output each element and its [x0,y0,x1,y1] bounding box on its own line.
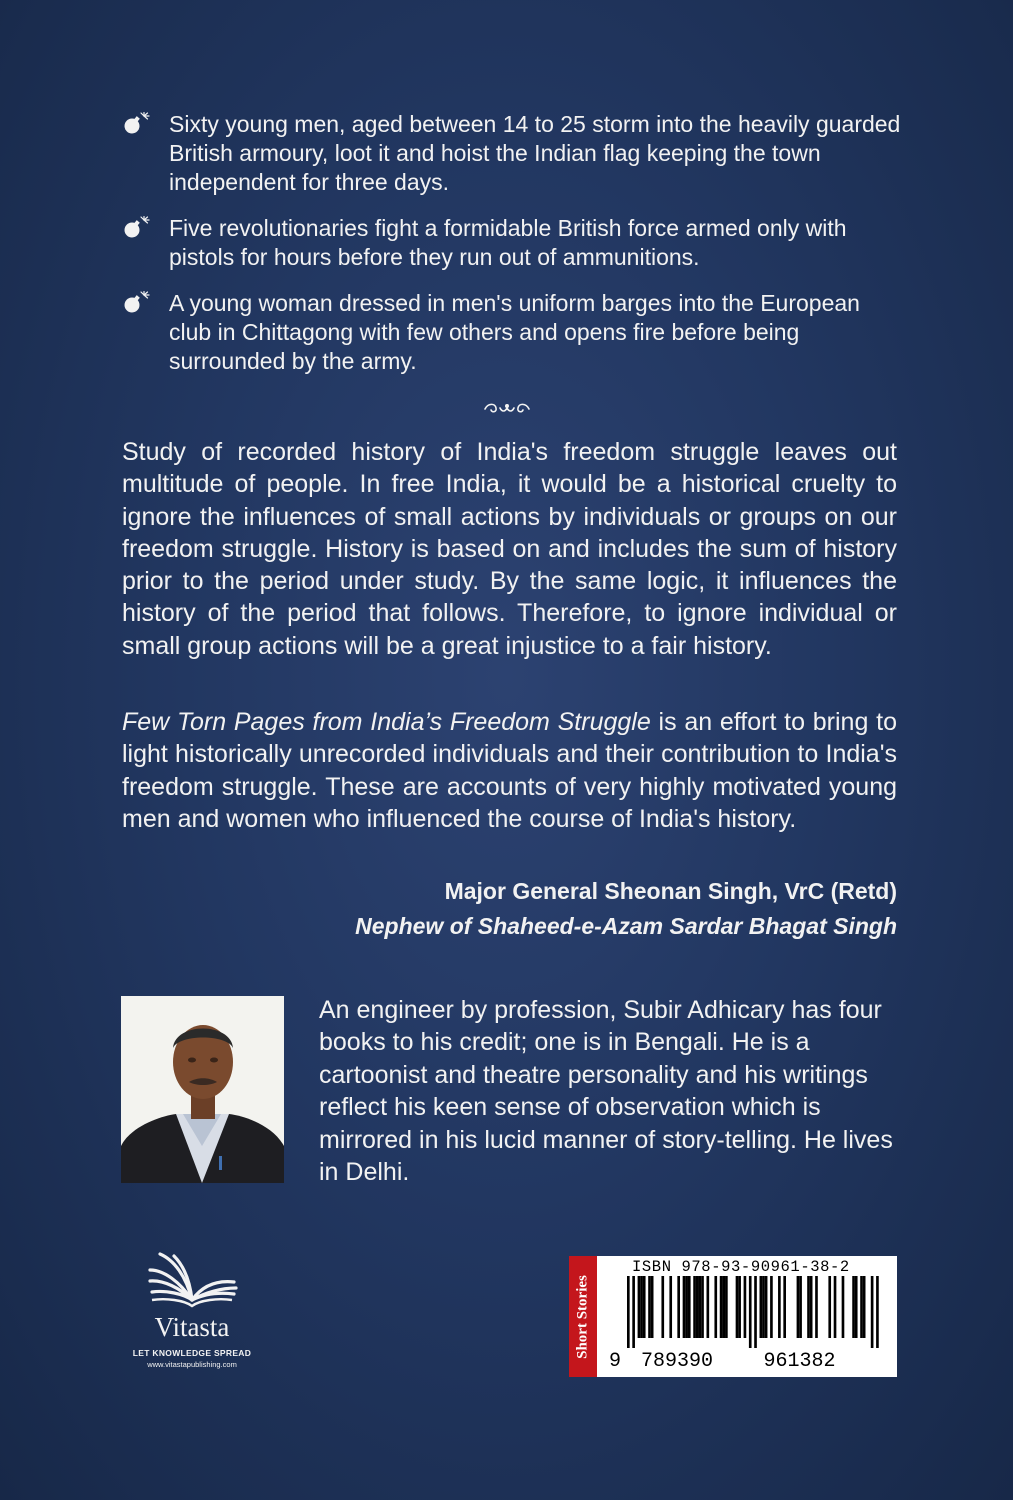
bullet-text: Sixty young men, aged between 14 to 25 storm into the heavily guarded British armoury, loot it and hoist the Indian flag keeping the town independent for three days. [169,111,901,195]
barcode-bar [693,1276,696,1338]
genre-label: Short Stories [569,1256,597,1377]
barcode-bar [863,1276,866,1338]
barcode-bar [736,1276,739,1338]
barcode-bar [834,1276,837,1338]
barcode-bar [725,1276,728,1338]
barcode-bar [871,1276,874,1348]
publisher-website: www.vitastapublishing.com [147,1360,237,1369]
barcode-bar [810,1276,813,1338]
book-title: Few Torn Pages from India’s Freedom Struggle [122,708,651,736]
barcode-digits: 9 [609,1350,622,1373]
barcode-bar [720,1276,723,1338]
barcode-bar [783,1276,786,1338]
bullet-item [122,214,902,272]
barcode-bar [778,1276,781,1338]
barcode-bar [648,1276,651,1338]
barcode-bar [754,1276,757,1348]
barcode-bar [688,1276,691,1338]
barcode-bar [722,1276,725,1338]
barcode-bar [699,1276,702,1338]
bullet-item [122,289,902,376]
publisher-logo [118,1248,266,1369]
barcode-bar [683,1276,686,1338]
barcode-bar [815,1276,818,1338]
ornament-divider-icon [482,400,532,416]
barcode-bar [852,1276,855,1338]
barcode-bar [714,1276,717,1338]
barcode-bar [855,1276,858,1338]
barcode-bar [685,1276,688,1338]
summary-text: is an effort to bring to light historically unrecorded individuals and their contribution to India's freedom struggle. These are accounts of very highly motivated young men and women who influenced the course of India's history. [122,708,897,833]
bullet-list [122,110,902,393]
barcode-bar [749,1276,752,1348]
endorser-name: Major General Sheonan Singh, VrC (Retd) [444,878,897,904]
barcode-bar [828,1276,831,1338]
barcode-bar [799,1276,802,1338]
bomb-icon [122,291,152,315]
book-summary-paragraph [122,706,897,835]
barcode-bar [744,1276,747,1338]
isbn-label: ISBN 978-93-90961-38-2 [632,1258,850,1276]
barcode-bar [643,1276,646,1338]
bullet-text: Five revolutionaries fight a formidable British force armed only with pistols for hours before they run out of ammunitions. [169,215,847,270]
barcode-bar [638,1276,641,1338]
barcode-bar [696,1276,699,1338]
barcode-bar [762,1276,765,1338]
barcode-bar [842,1276,845,1338]
barcode-bar [770,1276,773,1338]
barcode-bar [807,1276,810,1338]
barcode-bar [677,1276,680,1338]
barcode-image [603,1276,893,1377]
barcode-bar [701,1276,704,1338]
barcode-bar [760,1276,763,1338]
barcode-digits: 961382 [763,1350,836,1373]
bullet-item [122,110,902,197]
barcode-bar [876,1276,879,1348]
publisher-tagline: LET KNOWLEDGE SPREAD [132,1348,252,1358]
barcode-bar [738,1276,741,1338]
barcode-bar [651,1276,654,1338]
barcode-bar [669,1276,672,1338]
endorser-role: Nephew of Shaheed-e-Azam Sardar Bhagat Singh [355,913,897,939]
barcode-digits: 789390 [640,1350,713,1373]
barcode-bar [765,1276,768,1338]
barcode-bar [640,1276,643,1338]
barcode-panel [569,1256,897,1377]
barcode-bar [632,1276,635,1348]
barcode-bar [860,1276,863,1338]
bomb-icon [122,112,152,136]
barcode-bar [627,1276,630,1348]
bomb-icon [122,216,152,240]
author-photo [121,996,284,1183]
intro-paragraph: Study of recorded history of India's freedom struggle leaves out multitude of people. In free India, it would be a historical cruelty to ignore the influences of small actions by individuals or groups on our freedom struggle. History is based on and includes the sum of history prior to the period under study. By the same logic, it influences the history of the period that follows. Therefore, to ignore individual or small group actions will be a great injustice to a fair history. [122,438,897,660]
open-book-logo-icon [144,1248,240,1310]
publisher-name: Vitasta [154,1312,230,1342]
barcode-bar [661,1276,664,1338]
barcode-bar [707,1276,710,1338]
bullet-text: A young woman dressed in men's uniform barges into the European club in Chittagong with few others and opens fire before being surrounded by the army. [169,290,860,374]
barcode-bar [797,1276,800,1338]
author-bio: An engineer by profession, Subir Adhicary has four books to his credit; one is in Bengali. He is a cartoonist and theatre personality and his writings reflect his keen sense of observation which is mirrored in his lucid manner of story-telling. He lives in Delhi. [319,996,893,1187]
